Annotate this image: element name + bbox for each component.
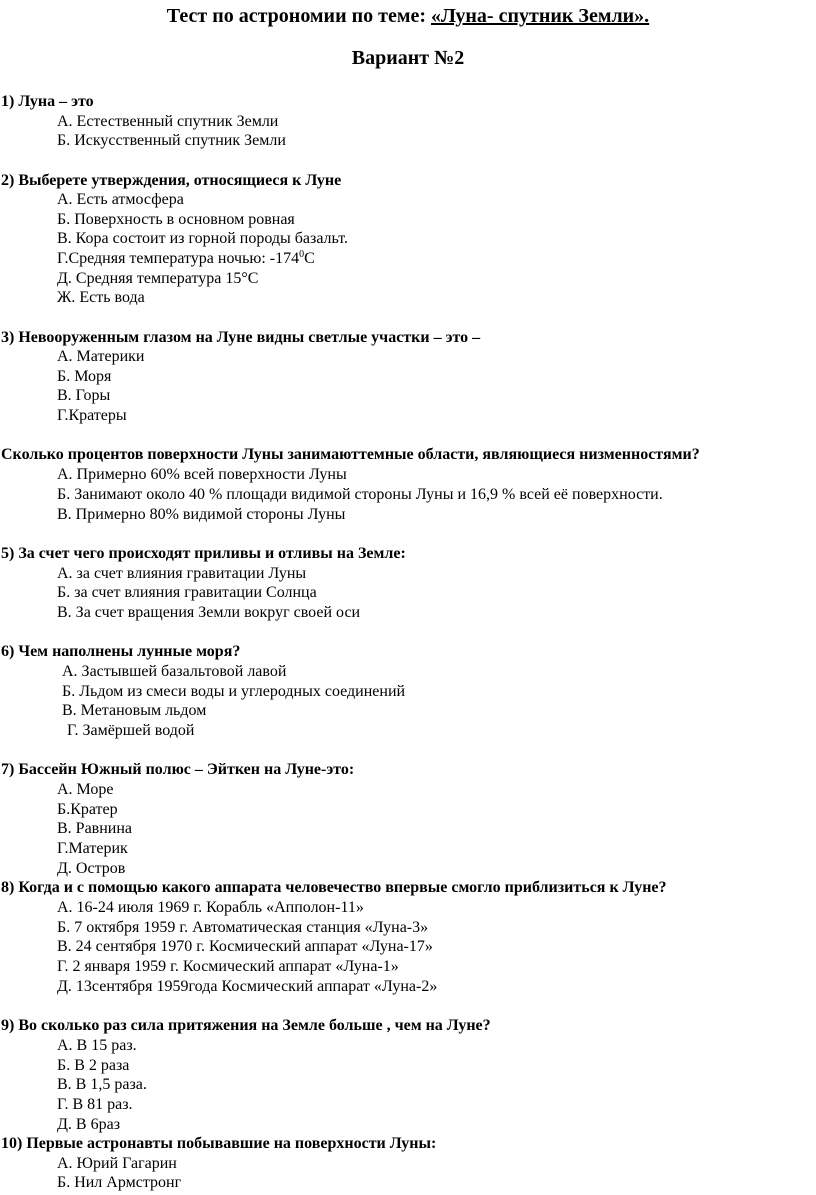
- option: Б. Нил Армстронг: [57, 1174, 182, 1191]
- question-1: 1) Луна – это: [1, 93, 94, 110]
- question-7: 7) Бассейн Южный полюс – Эйткен на Луне-это:: [1, 761, 355, 778]
- option: Д. Средняя температура 15°С: [57, 270, 259, 287]
- option: Б.Кратер: [57, 801, 118, 818]
- option: Г.Материк: [57, 840, 128, 857]
- option: Г. Замёршей водой: [67, 722, 195, 739]
- option: А. Примерно 60% всей поверхности Луны: [57, 466, 347, 483]
- option: Б. Льдом из смеси воды и углеродных соединений: [62, 683, 406, 700]
- option: Б. В 2 раза: [57, 1057, 130, 1074]
- option: В. Кора состоит из горной породы базальт.: [57, 230, 349, 247]
- question-8: 8) Когда и с помощью какого аппарата человечество впервые смогло приблизиться к Луне?: [1, 879, 667, 896]
- option: Г. 2 января 1959 г. Космический аппарат «Луна-1»: [57, 958, 399, 975]
- question-3: 3) Невооруженным глазом на Луне видны светлые участки – это –: [1, 329, 481, 346]
- question-10: 10) Первые астронавты побывавшие на поверхности Луны:: [1, 1135, 437, 1152]
- title-prefix: Тест по астрономии по теме:: [166, 5, 431, 27]
- option: А. Материки: [57, 348, 145, 365]
- question-5: 5) За счет чего происходят приливы и отливы на Земле:: [1, 545, 406, 562]
- option: Д. В 6раз: [57, 1116, 121, 1133]
- option: А. Есть атмосфера: [57, 191, 184, 208]
- option: А. за счет влияния гравитации Луны: [57, 565, 307, 582]
- option-unit: С: [304, 250, 315, 267]
- question-6: 6) Чем наполнены лунные моря?: [1, 643, 241, 660]
- option: В. 24 сентября 1970 г. Космический аппарат «Луна-17»: [57, 938, 433, 955]
- option: Б. 7 октября 1959 г. Автоматическая станция «Луна-3»: [57, 919, 429, 936]
- option: Ж. Есть вода: [57, 289, 145, 306]
- option: А. 16-24 июля 1969 г. Корабль «Апполон-11»: [57, 899, 364, 916]
- option: Б. Моря: [57, 368, 112, 385]
- option: А. Юрий Гагарин: [57, 1155, 177, 1172]
- option: А. Естественный спутник Земли: [57, 113, 279, 130]
- option: В. Горы: [57, 387, 111, 404]
- option: Б. Искусственный спутник Земли: [57, 132, 286, 149]
- title-topic: «Луна- спутник Земли».: [431, 5, 650, 27]
- option: А. В 15 раз.: [57, 1037, 137, 1054]
- option: Б. Занимают около 40 % площади видимой стороны Луны и 16,9 % всей её поверхности.: [57, 486, 663, 503]
- option: В. Примерно 80% видимой стороны Луны: [57, 506, 346, 523]
- option: Г. В 81 раз.: [57, 1096, 133, 1113]
- option: Д. Остров: [57, 860, 126, 877]
- option: А. Море: [57, 781, 114, 798]
- question-2: 2) Выберете утверждения, относящиеся к Луне: [1, 172, 342, 189]
- option: В. Равнина: [57, 820, 133, 837]
- superscript-degree: 0: [299, 249, 305, 260]
- option: Б. Поверхность в основном ровная: [57, 211, 295, 228]
- option-text: Г.Средняя температура ночью: -174: [57, 250, 300, 267]
- option: Д. 13сентября 1959года Космический аппарат «Луна-2»: [57, 978, 438, 995]
- question-9: 9) Во сколько раз сила притяжения на Земле больше , чем на Луне?: [1, 1017, 491, 1034]
- option: Г.Кратеры: [57, 407, 127, 424]
- page-title: [0, 4, 816, 28]
- question-4: Сколько процентов поверхности Луны занимаюттемные области, являющиеся низменностями?: [1, 446, 700, 463]
- option: В. В 1,5 раза.: [57, 1076, 147, 1093]
- option: В. За счет вращения Земли вокруг своей оси: [57, 604, 361, 621]
- option: В. Метановым льдом: [62, 702, 207, 719]
- option: Б. за счет влияния гравитации Солнца: [57, 584, 317, 601]
- option: А. Застывшей базальтовой лавой: [62, 663, 287, 680]
- variant-heading: Вариант №2: [351, 47, 465, 69]
- option: [57, 249, 315, 269]
